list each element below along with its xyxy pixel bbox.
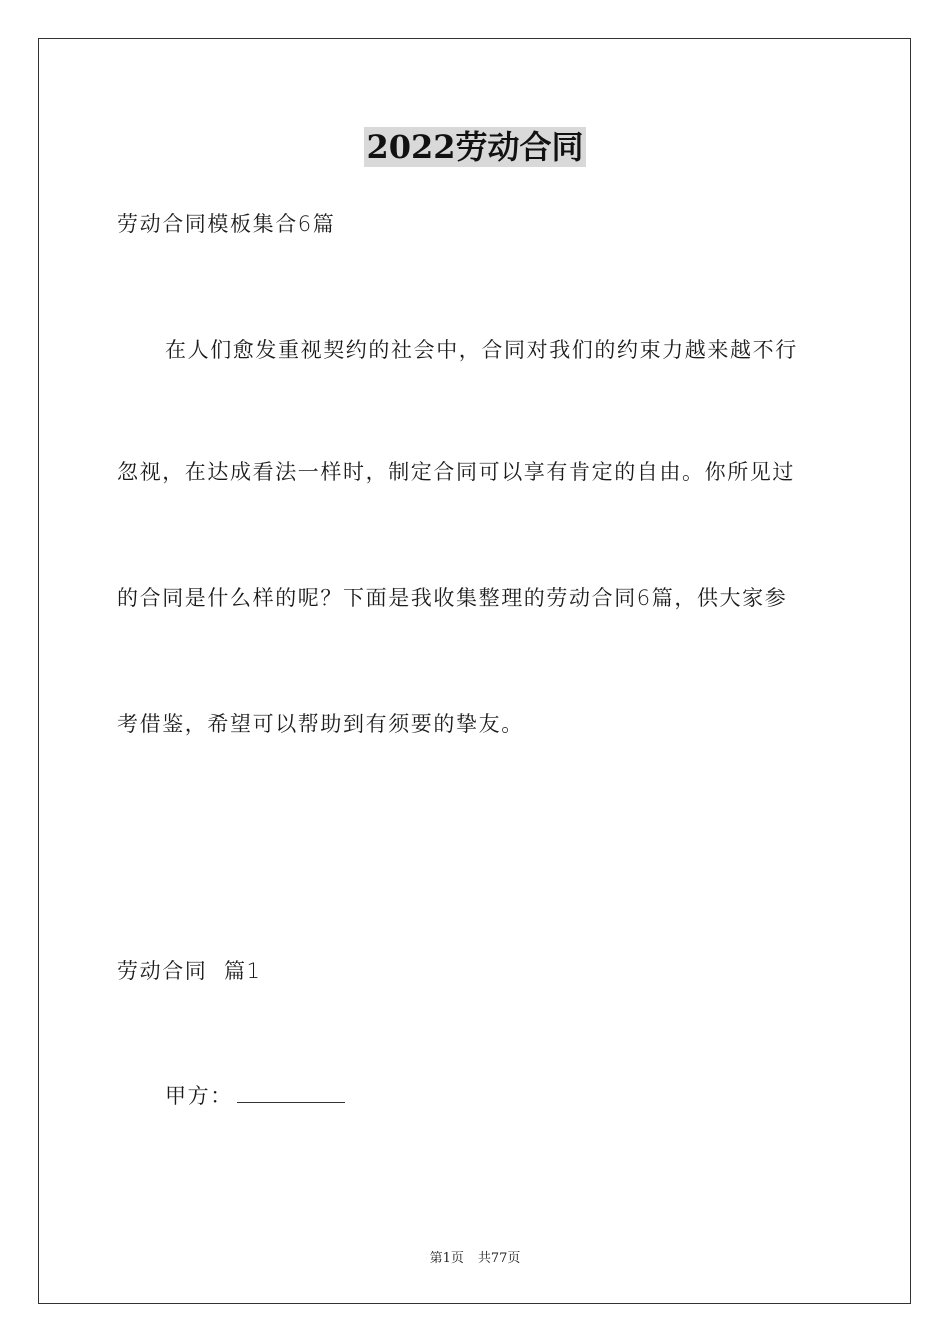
intro-line-2: 忽视，在达成看法一样时，制定合同可以享有肯定的自由。你所见过: [117, 460, 795, 484]
title-container: [0, 127, 950, 167]
intro-line-3: 的合同是什么样的呢？下面是我收集整理的劳动合同6篇，供大家参: [117, 586, 788, 610]
page-current: 第1页: [429, 1251, 464, 1266]
party-a-label: 甲方：: [165, 1084, 233, 1108]
intro-line-4: 考借鉴，希望可以帮助到有须要的挚友。: [117, 712, 524, 736]
party-a-line: [165, 1082, 885, 1110]
page-footer: [0, 1247, 950, 1266]
party-a-blank: [237, 1082, 345, 1103]
intro-line-1: 在人们愈发重视契约的社会中，合同对我们的约束力越来越不行: [165, 338, 798, 362]
document-subtitle: 劳动合同模板集合6篇: [117, 212, 336, 236]
page-total: 共77页: [477, 1251, 521, 1266]
section-heading: 劳动合同 篇1: [117, 959, 262, 983]
document-title: 2022劳动合同: [366, 128, 584, 166]
